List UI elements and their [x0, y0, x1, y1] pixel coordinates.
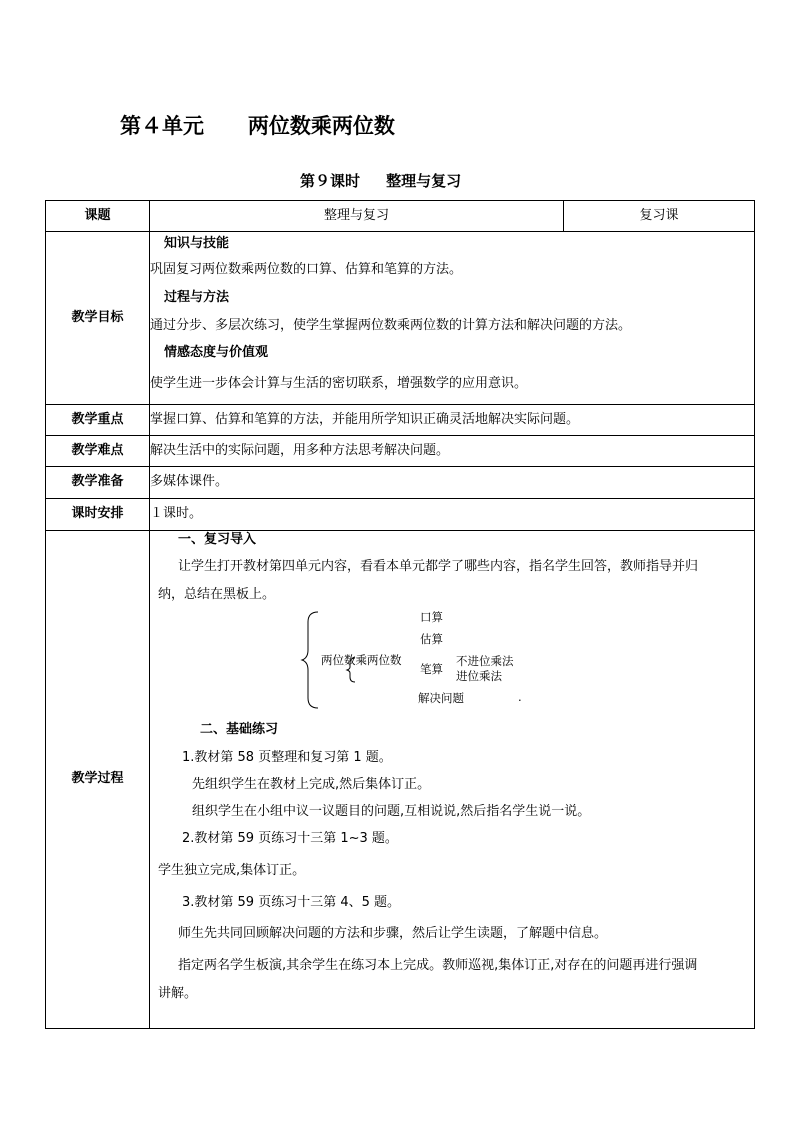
exercise-3-b-cont: 讲解。 — [158, 986, 198, 1001]
lesson-type-value: 复习课 — [564, 201, 755, 232]
row-difficulties — [46, 436, 755, 467]
exercise-1: 1.教材第 58 页整理和复习第 1 题。 — [182, 750, 392, 765]
diagram-carry: 进位乘法 — [456, 669, 502, 683]
row-process — [46, 531, 755, 1029]
difficulties-value: 解决生活中的实际问题，用多种方法思考解决问题。 — [150, 436, 755, 467]
unit-title: 第４单元 两位数乘两位数 — [120, 114, 395, 138]
row-schedule — [46, 499, 755, 531]
row-goals — [46, 232, 755, 405]
label-goals: 教学目标 — [46, 232, 150, 405]
exercise-3: 3.教材第 59 页练习十三第 4、5 题。 — [182, 895, 401, 910]
main-brace — [302, 612, 318, 708]
diagram-oral: 口算 — [420, 610, 443, 624]
exercise-2: 2.教材第 59 页练习十三第 1~3 题。 — [182, 831, 398, 846]
key-points-value: 掌握口算、估算和笔算的方法，并能用所学知识正确灵活地解决实际问题。 — [150, 405, 755, 436]
row-key-points — [46, 405, 755, 436]
row-preparation — [46, 467, 755, 499]
exercise-1-b: 组织学生在小组中议一议题目的问题,互相说说,然后指名学生说一说。 — [192, 804, 591, 819]
label-topic: 课题 — [46, 201, 150, 232]
lesson-title: 第９课时 整理与复习 — [300, 172, 462, 190]
row-topic — [46, 201, 755, 232]
preparation-value: 多媒体课件。 — [150, 467, 755, 499]
topic-value: 整理与复习 — [150, 201, 564, 232]
label-key-points: 教学重点 — [46, 405, 150, 436]
goal-text-2: 通过分步、多层次练习，使学生掌握两位数乘两位数的计算方法和解决问题的方法。 — [150, 318, 632, 333]
process-heading-1: 一、复习导入 — [178, 532, 257, 547]
goal-heading-3: 情感态度与价值观 — [164, 345, 269, 360]
knowledge-diagram — [158, 608, 754, 716]
goals-content — [150, 232, 755, 405]
schedule-value: １课时。 — [150, 499, 755, 531]
diagram-root: 两位数乘两位数 — [321, 653, 402, 667]
label-difficulties: 教学难点 — [46, 436, 150, 467]
exercise-3-a: 师生先共同回顾解决问题的方法和步骤，然后让学生读题，了解题中信息。 — [178, 926, 608, 941]
diagram-solve: 解决问题 — [418, 691, 464, 705]
label-process: 教学过程 — [46, 531, 150, 1029]
process-text-1a: 让学生打开教材第四单元内容，看看本单元都学了哪些内容，指名学生回答，教师指导并归 — [178, 559, 699, 574]
label-schedule: 课时安排 — [46, 499, 150, 531]
label-preparation: 教学准备 — [46, 467, 150, 499]
exercise-3-b: 指定两名学生板演,其余学生在练习本上完成。教师巡视,集体订正,对存在的问题再进行强调 — [178, 958, 698, 973]
exercise-1-a: 先组织学生在教材上完成,然后集体订正。 — [192, 777, 431, 792]
exercise-2-a: 学生独立完成,集体订正。 — [158, 863, 306, 878]
diagram-dot: . — [518, 690, 522, 704]
goal-heading-2: 过程与方法 — [164, 290, 230, 305]
goal-text-3: 使学生进一步体会计算与生活的密切联系，增强数学的应用意识。 — [150, 376, 528, 391]
process-text-1b: 纳，总结在黑板上。 — [158, 587, 276, 602]
lesson-plan-table — [45, 200, 755, 1029]
diagram-written: 笔算 — [420, 662, 443, 676]
diagram-no-carry: 不进位乘法 — [456, 654, 514, 668]
process-heading-2: 二、基础练习 — [200, 722, 279, 737]
process-content — [150, 531, 755, 1029]
goal-text-1: 巩固复习两位数乘两位数的口算、估算和笔算的方法。 — [150, 262, 463, 277]
goal-heading-1: 知识与技能 — [164, 236, 230, 251]
diagram-estimate: 估算 — [420, 632, 443, 646]
